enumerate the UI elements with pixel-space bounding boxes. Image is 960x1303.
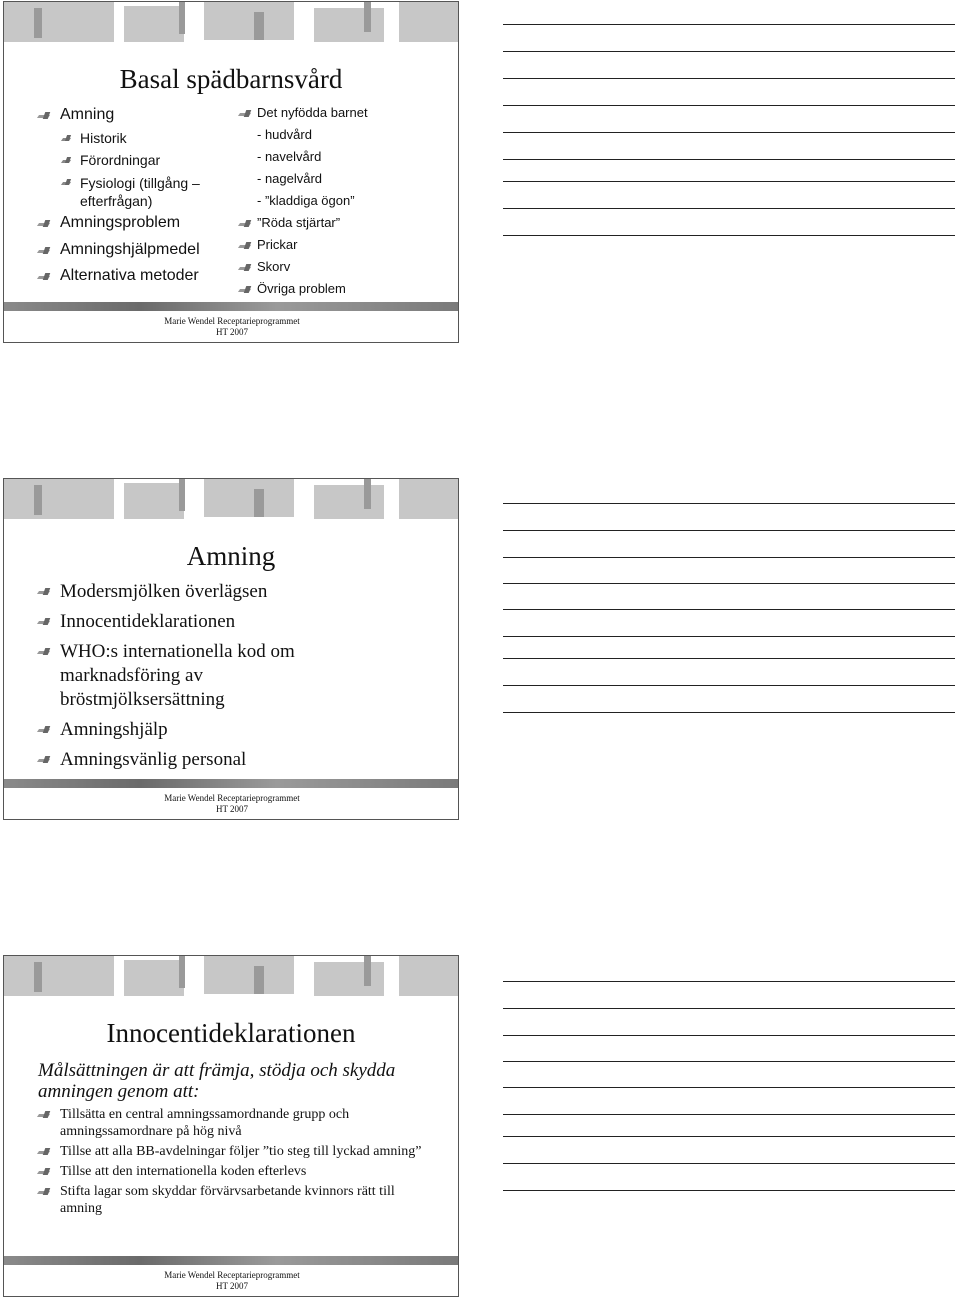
list-item: Förordningar — [38, 152, 228, 174]
note-line — [503, 235, 955, 236]
note-line — [503, 1163, 955, 1164]
note-line — [503, 208, 955, 209]
note-line — [503, 1061, 955, 1062]
bullet-icon — [239, 220, 251, 228]
list-item: Tillse att den internationella koden efterlevs — [38, 1163, 433, 1180]
bullet-icon — [38, 588, 50, 596]
bullet-icon — [38, 220, 50, 228]
list-item: WHO:s internationella kod om marknadsföring av bröstmjölksersättning — [38, 640, 320, 712]
bullet-icon — [38, 648, 50, 656]
bullet-list — [38, 1106, 433, 1217]
slide-2 — [3, 478, 459, 820]
slide-footer: Marie Wendel Receptarieprogrammet HT 2007 — [164, 316, 300, 337]
list-item: Alternativa metoder — [38, 267, 228, 291]
note-line — [503, 1190, 955, 1191]
note-line — [503, 658, 955, 659]
bullet-icon — [38, 247, 50, 255]
slide-title: Basal spädbarnsvård — [119, 64, 343, 94]
slide-banner — [4, 2, 458, 46]
note-line — [503, 132, 955, 133]
bullet-icon — [38, 1168, 50, 1176]
note-line — [503, 1136, 955, 1137]
note-line — [503, 609, 955, 610]
note-line — [503, 1114, 955, 1115]
list-item: Övriga problem — [239, 281, 454, 303]
note-line — [503, 1087, 955, 1088]
bullet-icon — [38, 726, 50, 734]
note-line — [503, 1008, 955, 1009]
right-bullet-list — [239, 105, 454, 303]
bullet-list — [38, 580, 338, 772]
note-line — [503, 583, 955, 584]
list-item: Amningshjälpmedel — [38, 241, 228, 267]
list-item: Historik — [38, 130, 228, 152]
bullet-icon — [239, 110, 251, 118]
list-item: Innocentideklarationen — [38, 610, 338, 634]
list-item: Skorv — [239, 259, 454, 281]
bullet-icon — [239, 242, 251, 250]
bullet-icon — [38, 1188, 50, 1196]
list-item: Fysiologi (tillgång – efterfrågan) — [38, 174, 210, 214]
footer-bar — [4, 302, 458, 311]
slide-footer: Marie Wendel Receptarieprogrammet HT 2007 — [164, 1270, 300, 1291]
slide-1 — [3, 1, 459, 343]
note-line — [503, 557, 955, 558]
note-line — [503, 685, 955, 686]
slide-title: Innocentideklarationen — [106, 1018, 356, 1048]
bullet-icon — [62, 135, 74, 143]
note-line — [503, 51, 955, 52]
note-line — [503, 181, 955, 182]
list-item: Tillsätta en central amningssamordnande grupp och amningssamordnare på hög nivå — [38, 1106, 433, 1140]
bullet-icon — [239, 264, 251, 272]
list-item: - ”kladdiga ögon” — [257, 193, 355, 208]
note-line — [503, 159, 955, 160]
slide-intro: Målsättningen är att främja, stödja och skydda amningen genom att: — [38, 1060, 396, 1102]
note-line — [503, 78, 955, 79]
bullet-icon — [38, 756, 50, 764]
bullet-icon — [38, 1111, 50, 1119]
bullet-icon — [38, 273, 50, 281]
list-item: Amning — [38, 106, 228, 130]
bullet-icon — [38, 618, 50, 626]
list-item: Det nyfödda barnet — [239, 105, 454, 127]
list-item: Tillse att alla BB-avdelningar följer ”tio steg till lyckad amning” — [38, 1143, 433, 1160]
list-item: Modersmjölken överlägsen — [38, 580, 338, 604]
slide-banner — [4, 479, 458, 523]
list-item: Amningsvänlig personal — [38, 748, 338, 772]
note-line — [503, 503, 955, 504]
note-line — [503, 636, 955, 637]
note-line — [503, 1035, 955, 1036]
note-line — [503, 981, 955, 982]
footer-bar — [4, 1256, 458, 1265]
note-line — [503, 24, 955, 25]
note-line — [503, 530, 955, 531]
list-item: ”Röda stjärtar” — [239, 215, 454, 237]
slide-title: Amning — [186, 541, 276, 571]
list-item: Prickar — [239, 237, 454, 259]
bullet-icon — [239, 286, 251, 294]
note-line — [503, 712, 955, 713]
list-item: Amningsproblem — [38, 214, 228, 241]
list-item: Amningshjälp — [38, 718, 338, 742]
list-item: - nagelvård — [257, 171, 323, 186]
slide-banner — [4, 956, 458, 1000]
list-item: - navelvård — [257, 149, 322, 164]
list-item: Stifta lagar som skyddar förvärvsarbetande kvinnors rätt till amning — [38, 1183, 433, 1217]
bullet-icon — [62, 157, 74, 165]
bullet-icon — [62, 179, 74, 187]
footer-bar — [4, 779, 458, 788]
note-line — [503, 105, 955, 106]
bullet-icon — [38, 112, 50, 120]
bullet-icon — [38, 1148, 50, 1156]
list-item: - hudvård — [257, 127, 312, 142]
slide-footer: Marie Wendel Receptarieprogrammet HT 2007 — [164, 793, 300, 814]
left-bullet-list — [38, 106, 228, 291]
slide-3 — [3, 955, 459, 1297]
